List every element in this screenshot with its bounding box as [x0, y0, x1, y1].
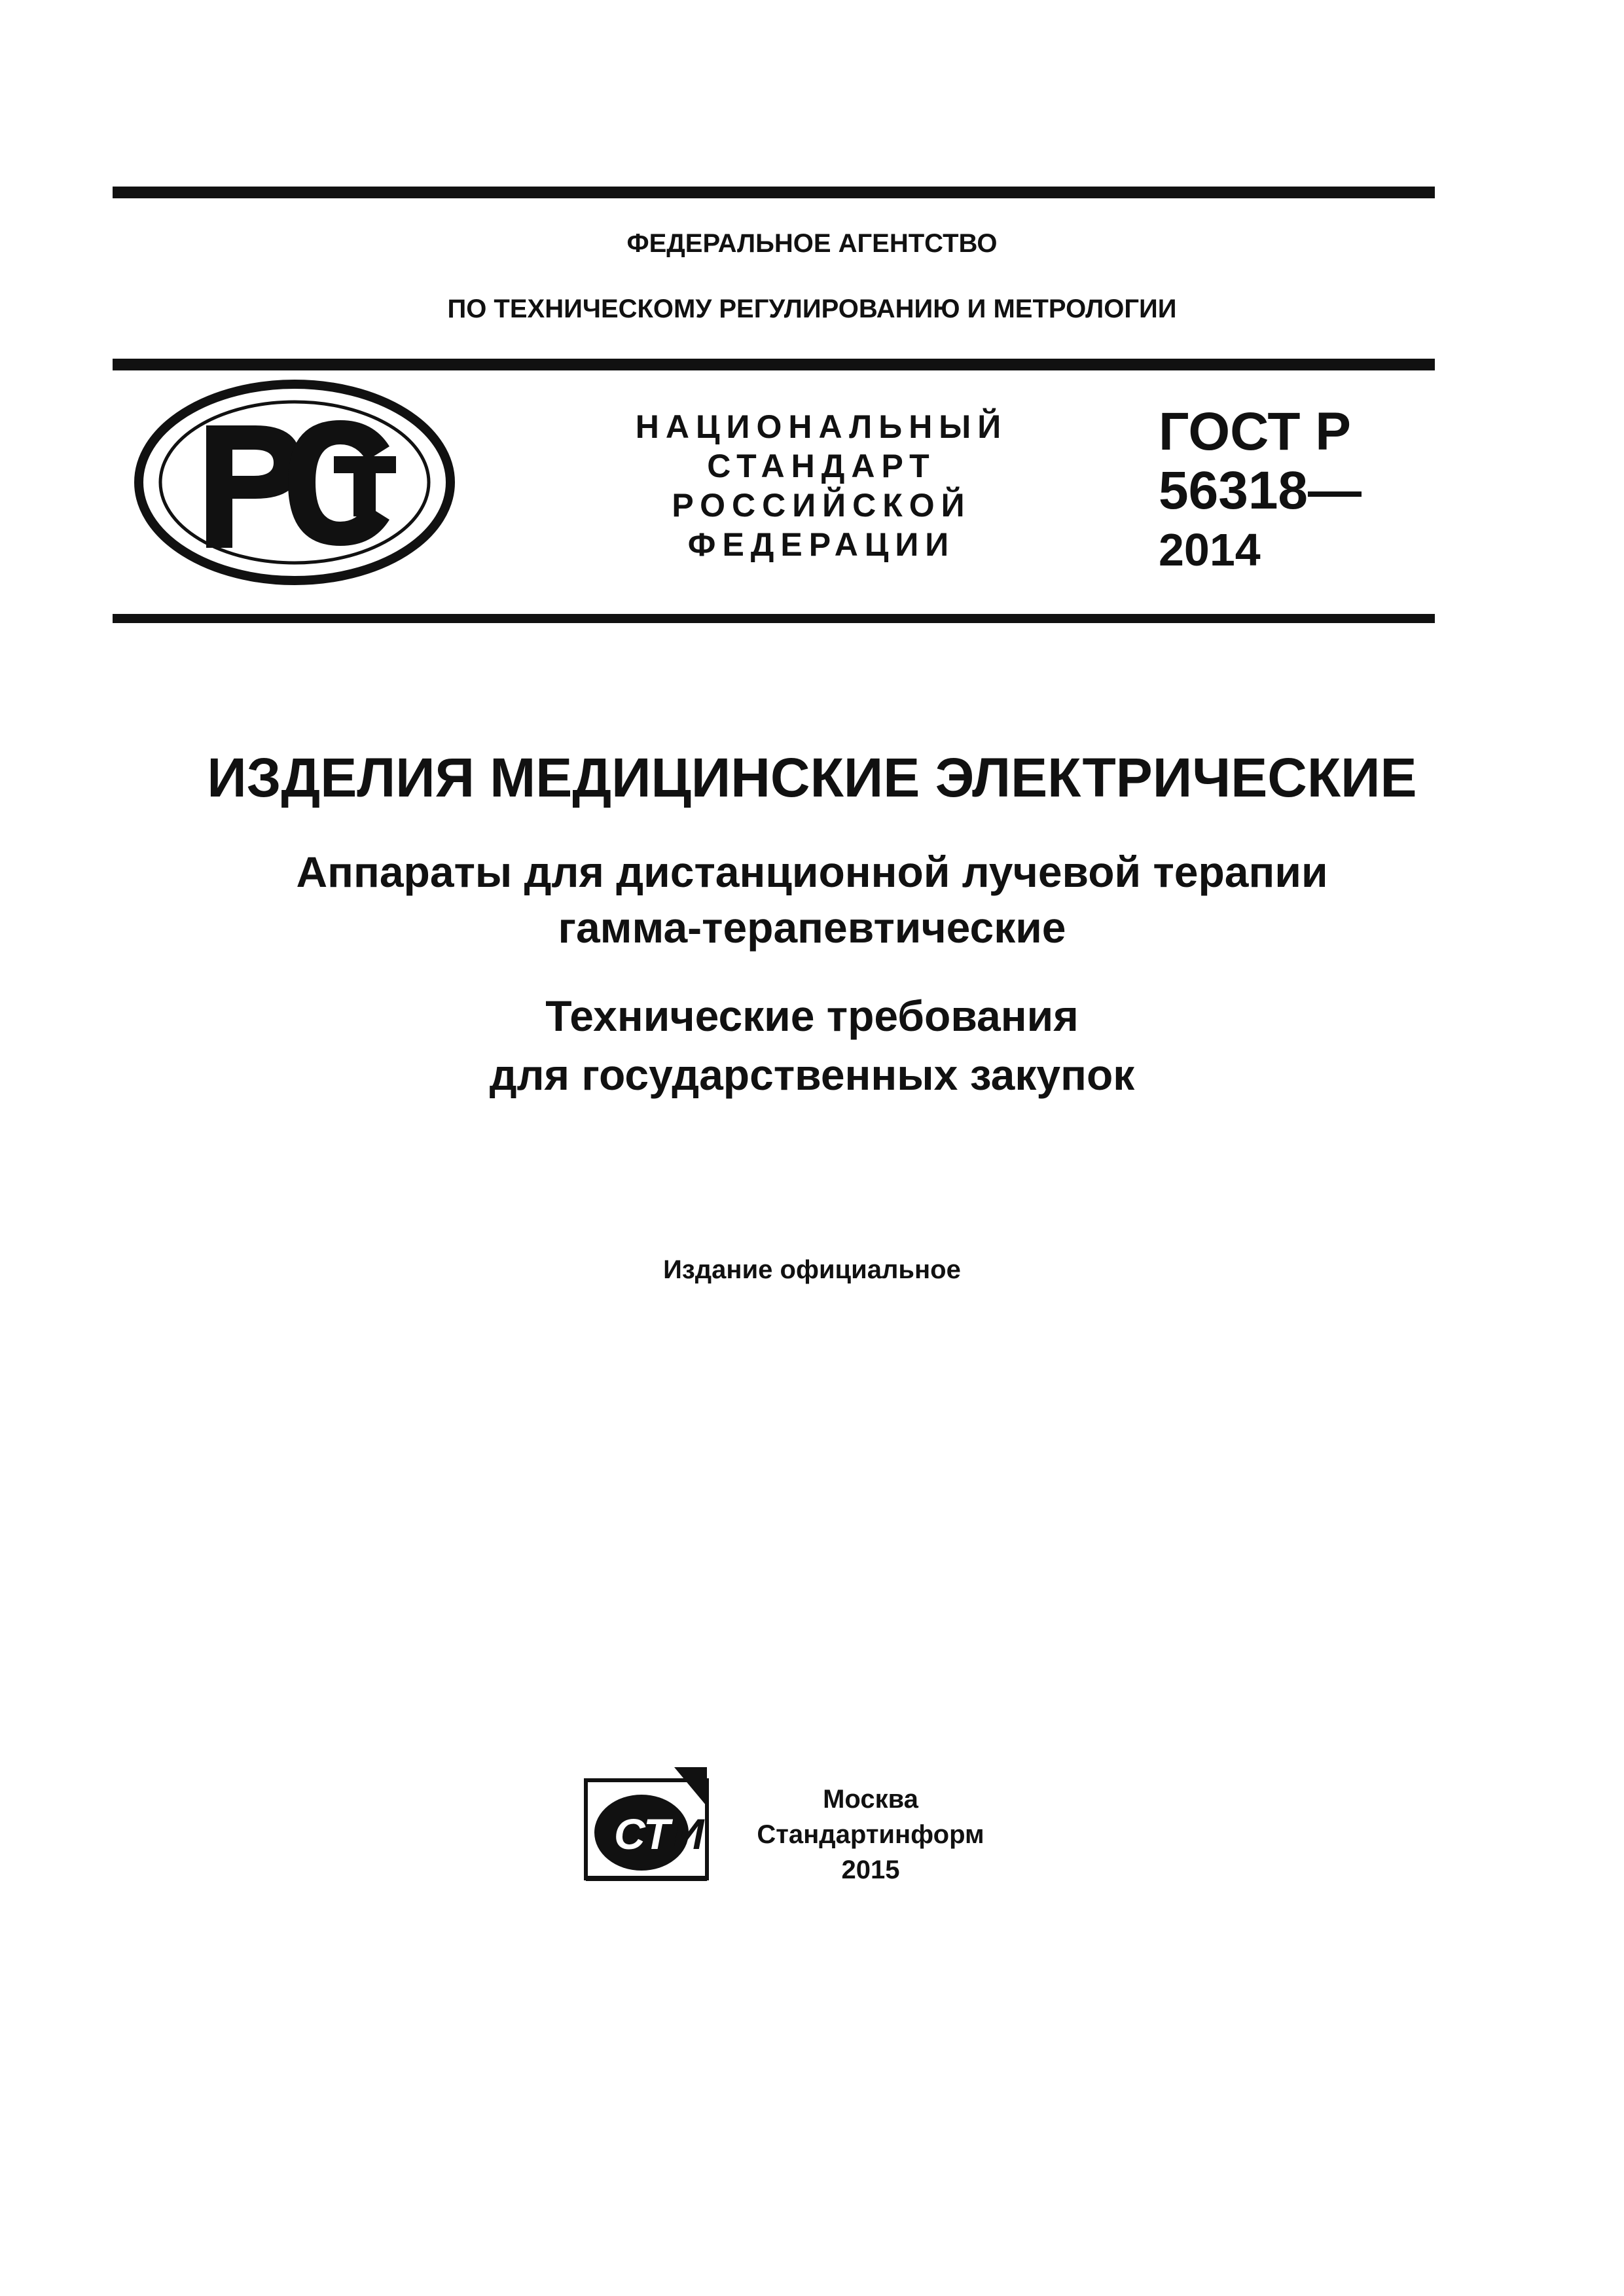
rst-logo-graphic — [131, 374, 458, 590]
header-bottom-rule — [113, 614, 1435, 623]
svg-text:И: И — [673, 1810, 704, 1858]
publisher-year: 2015 — [841, 1856, 900, 1884]
top-rule — [113, 187, 1435, 198]
publisher-logo — [583, 1767, 713, 1885]
rst-logo — [131, 374, 458, 590]
sti-logo-graphic — [583, 1767, 713, 1885]
document-subtitle-1-line-1: Аппараты для дистанционной лучевой терапии — [296, 848, 1328, 896]
national-standard-line-2: СТАНДАРТ — [707, 448, 936, 484]
publisher-info — [707, 1782, 1034, 1888]
document-subtitle-2-line-1: Технические требования — [545, 992, 1079, 1040]
national-standard-label — [609, 407, 1034, 564]
national-standard-line-3: РОССИЙСКОЙ — [672, 487, 971, 524]
publisher-city: Москва — [823, 1785, 918, 1814]
document-subtitle-1-line-2: гамма-терапевтические — [558, 903, 1066, 952]
gost-code-line-1: ГОСТ Р — [1159, 402, 1351, 461]
edition-label: Издание официальное — [663, 1255, 961, 1284]
gost-code-line-3: 2014 — [1159, 524, 1261, 575]
national-standard-line-1: НАЦИОНАЛЬНЫЙ — [635, 408, 1008, 445]
gost-code-line-2: 56318— — [1159, 461, 1362, 520]
header-rule — [113, 359, 1435, 370]
document-subtitle-2-line-2: для государственных закупок — [489, 1050, 1135, 1099]
document-title: ИЗДЕЛИЯ МЕДИЦИНСКИЕ ЭЛЕКТРИЧЕСКИЕ — [207, 747, 1417, 808]
publisher-name: Стандартинформ — [757, 1820, 984, 1849]
agency-line-1: ФЕДЕРАЛЬНОЕ АГЕНТСТВО — [626, 229, 998, 258]
agency-line-2: ПО ТЕХНИЧЕСКОМУ РЕГУЛИРОВАНИЮ И МЕТРОЛОГИИ — [447, 295, 1177, 323]
svg-text:СТ: СТ — [614, 1810, 670, 1858]
gost-code — [1159, 403, 1362, 579]
national-standard-line-4: ФЕДЕРАЦИИ — [687, 526, 956, 563]
